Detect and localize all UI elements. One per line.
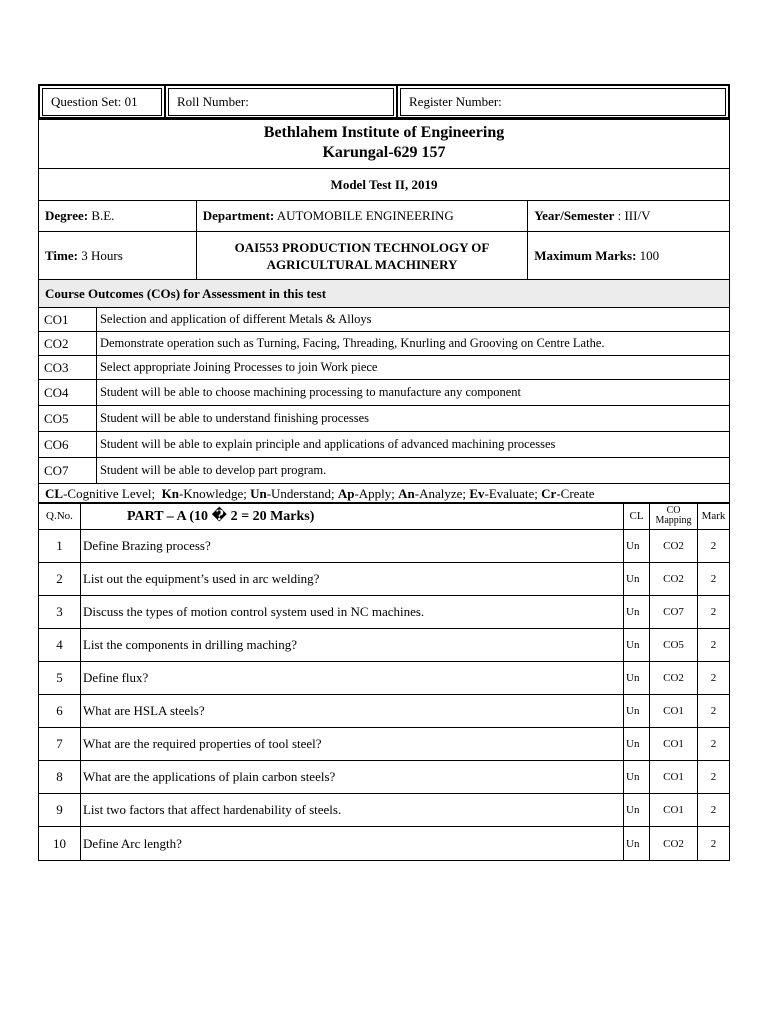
legend-abbr: Ev: [469, 485, 485, 501]
institute-name: Bethlahem Institute of Engineering: [263, 124, 505, 141]
question-cl: Un: [624, 530, 650, 563]
question-text: List out the equipment’s used in arc welding?: [80, 563, 623, 596]
legend-abbr: Cr: [541, 485, 557, 501]
legend-text: -Cognitive Level;: [63, 485, 162, 501]
part-a-title: PART – A (10 � 2 = 20 Marks): [80, 503, 623, 530]
question-number: 9: [39, 794, 81, 827]
question-co: CO1: [650, 761, 698, 794]
course-outcomes-heading: Course Outcomes (COs) for Assessment in this test: [39, 280, 730, 308]
question-co: CO2: [650, 530, 698, 563]
co-code: CO4: [39, 380, 97, 406]
question-number: 1: [39, 530, 81, 563]
part-a-table: [38, 502, 730, 861]
question-text: Discuss the types of motion control system used in NC machines.: [80, 596, 623, 629]
question-mark: 2: [698, 827, 730, 861]
co-description: Student will be able to choose machining processing to manufacture any component: [96, 380, 729, 406]
year-semester-cell: Year/Semester : III/V: [528, 201, 730, 232]
co-code: CO5: [39, 406, 97, 432]
question-text: Define Arc length?: [80, 827, 623, 861]
question-number: 10: [39, 827, 81, 861]
question-row: [39, 530, 730, 563]
question-co: CO1: [650, 728, 698, 761]
question-mark: 2: [698, 728, 730, 761]
course-outcome-row: [39, 308, 730, 332]
course-outcome-row: [39, 458, 730, 484]
exam-header-table: [38, 84, 730, 120]
question-set: Question Set: 01: [42, 88, 162, 116]
question-mark: 2: [698, 596, 730, 629]
course-outcome-row: [39, 332, 730, 356]
question-text: What are the applications of plain carbon steels?: [80, 761, 623, 794]
question-text: What are the required properties of tool steel?: [80, 728, 623, 761]
question-row: [39, 596, 730, 629]
course-outcome-row: [39, 432, 730, 458]
co-description: Demonstrate operation such as Turning, Facing, Threading, Knurling and Grooving on Centre Lathe.: [96, 332, 729, 356]
question-row: [39, 629, 730, 662]
question-mark: 2: [698, 629, 730, 662]
question-row: [39, 563, 730, 596]
legend-abbr: CL: [45, 485, 64, 501]
legend-abbr: An: [398, 485, 415, 501]
question-row: [39, 695, 730, 728]
question-row: [39, 794, 730, 827]
question-number: 5: [39, 662, 81, 695]
co-mapping-header: CO Mapping: [650, 503, 698, 530]
legend-abbr: Kn: [161, 485, 179, 501]
question-cl: Un: [624, 695, 650, 728]
question-row: [39, 827, 730, 861]
co-description: Student will be able to understand finishing processes: [96, 406, 729, 432]
question-text: List the components in drilling maching?: [80, 629, 623, 662]
question-co: CO2: [650, 827, 698, 861]
question-cl: Un: [624, 662, 650, 695]
question-cl: Un: [624, 728, 650, 761]
co-code: CO6: [39, 432, 97, 458]
time-cell: Time: 3 Hours: [39, 232, 197, 280]
question-text: Define flux?: [80, 662, 623, 695]
question-co: CO5: [650, 629, 698, 662]
question-co: CO2: [650, 563, 698, 596]
roll-number-field: Roll Number:: [168, 88, 394, 116]
institute-address: Karungal-629 157: [322, 144, 446, 161]
legend-abbr: Ap: [337, 485, 355, 501]
qno-header: Q.No.: [39, 503, 81, 530]
question-row: [39, 761, 730, 794]
question-number: 4: [39, 629, 81, 662]
co-description: Student will be able to explain principle and applications of advanced machining processes: [96, 432, 729, 458]
question-mark: 2: [698, 563, 730, 596]
degree-cell: Degree: B.E.: [39, 201, 197, 232]
co-code: CO2: [39, 332, 97, 356]
legend-text: -Apply;: [354, 485, 399, 501]
course-outcome-row: [39, 356, 730, 380]
question-cl: Un: [624, 827, 650, 861]
question-cl: Un: [624, 629, 650, 662]
question-row: [39, 728, 730, 761]
department-cell: Department: AUTOMOBILE ENGINEERING: [196, 201, 527, 232]
question-number: 3: [39, 596, 81, 629]
question-row: [39, 662, 730, 695]
question-text: What are HSLA steels?: [80, 695, 623, 728]
question-co: CO7: [650, 596, 698, 629]
mark-header: Mark: [698, 503, 730, 530]
exam-title: Model Test II, 2019: [39, 169, 730, 201]
legend-text: -Understand;: [266, 485, 338, 501]
question-cl: Un: [624, 563, 650, 596]
course-outcomes-list: [39, 308, 730, 484]
course-outcome-row: [39, 380, 730, 406]
question-mark: 2: [698, 794, 730, 827]
cognitive-level-legend: [39, 484, 730, 504]
question-mark: 2: [698, 695, 730, 728]
legend-abbr: Un: [250, 485, 267, 501]
legend-text: -Knowledge;: [178, 485, 251, 501]
co-code: CO7: [39, 458, 97, 484]
question-number: 6: [39, 695, 81, 728]
max-marks-cell: Maximum Marks: 100: [528, 232, 730, 280]
question-number: 2: [39, 563, 81, 596]
question-cl: Un: [624, 794, 650, 827]
co-description: Selection and application of different Metals & Alloys: [96, 308, 729, 332]
cl-header: CL: [624, 503, 650, 530]
legend-text: -Evaluate;: [484, 485, 542, 501]
question-number: 8: [39, 761, 81, 794]
question-cl: Un: [624, 761, 650, 794]
question-text: Define Brazing process?: [80, 530, 623, 563]
co-code: CO3: [39, 356, 97, 380]
question-cl: Un: [624, 596, 650, 629]
question-co: CO2: [650, 662, 698, 695]
question-co: CO1: [650, 794, 698, 827]
co-description: Student will be able to develop part program.: [96, 458, 729, 484]
question-number: 7: [39, 728, 81, 761]
co-code: CO1: [39, 308, 97, 332]
question-text: List two factors that affect hardenability of steels.: [80, 794, 623, 827]
course-title: OAI553 PRODUCTION TECHNOLOGY OF AGRICULTURAL MACHINERY: [196, 232, 527, 280]
legend-text: -Create: [556, 485, 595, 501]
legend-text: -Analyze;: [414, 485, 470, 501]
question-mark: 2: [698, 530, 730, 563]
co-description: Select appropriate Joining Processes to join Work piece: [96, 356, 729, 380]
question-list: [39, 530, 730, 861]
question-mark: 2: [698, 761, 730, 794]
exam-details-table: [38, 117, 730, 504]
register-number-field: Register Number:: [400, 88, 726, 116]
question-mark: 2: [698, 662, 730, 695]
course-outcome-row: [39, 406, 730, 432]
question-co: CO1: [650, 695, 698, 728]
